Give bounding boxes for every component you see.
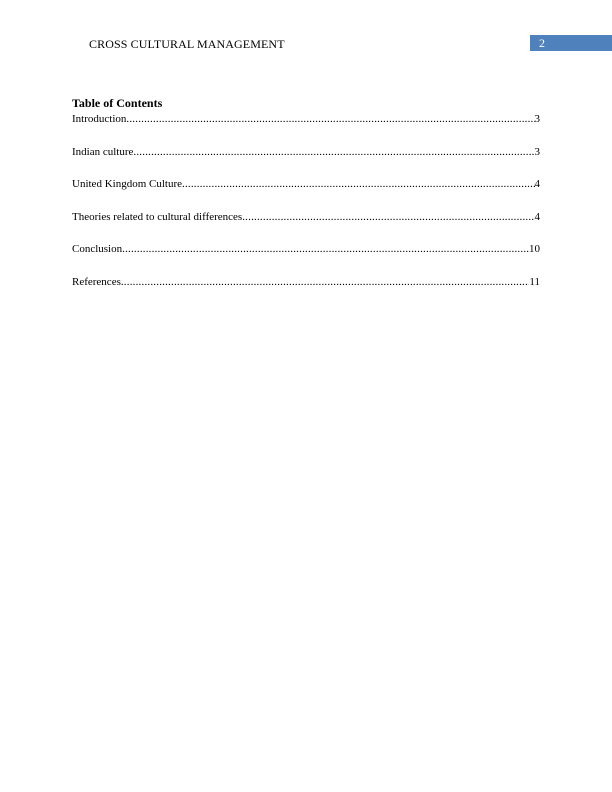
page-number-badge — [530, 35, 612, 51]
toc-dot-leader — [122, 242, 529, 256]
toc-entry-references[interactable] — [72, 275, 540, 289]
toc-entry-label: Conclusion — [72, 243, 123, 256]
toc-entry-label: Theories related to cultural differences — [72, 210, 243, 223]
toc-entry-uk-culture[interactable] — [72, 177, 540, 191]
toc-dot-leader — [133, 145, 534, 159]
header-title: CROSS CULTURAL MANAGEMENT — [89, 37, 285, 51]
toc-entry-page: 11 — [529, 275, 540, 288]
toc-entry-page: 10 — [529, 243, 540, 256]
page-number: 2 — [539, 36, 545, 50]
toc-entry-label: Introduction — [72, 113, 127, 125]
toc-entry-label: References — [72, 275, 121, 288]
toc-entry-theories[interactable] — [72, 210, 540, 224]
toc-dot-leader — [242, 210, 534, 224]
toc-dot-leader — [126, 112, 534, 126]
toc-entry-page: 4 — [534, 178, 540, 191]
toc-dot-leader — [182, 177, 535, 191]
toc-entry-indian-culture[interactable] — [72, 145, 540, 159]
page-header — [0, 34, 612, 52]
toc-entry-conclusion[interactable] — [72, 242, 540, 256]
toc-entry-label: United Kingdom Culture — [72, 178, 182, 191]
toc-entry-label: Indian culture — [72, 145, 134, 158]
toc-heading: Table of Contents — [72, 96, 163, 110]
toc-entry-page: 3 — [534, 113, 540, 125]
toc-entry-page: 3 — [534, 145, 540, 158]
toc-entry-introduction[interactable] — [72, 112, 540, 126]
toc-dot-leader — [121, 275, 530, 289]
toc-entry-page: 4 — [534, 210, 540, 223]
table-of-contents — [72, 96, 540, 289]
